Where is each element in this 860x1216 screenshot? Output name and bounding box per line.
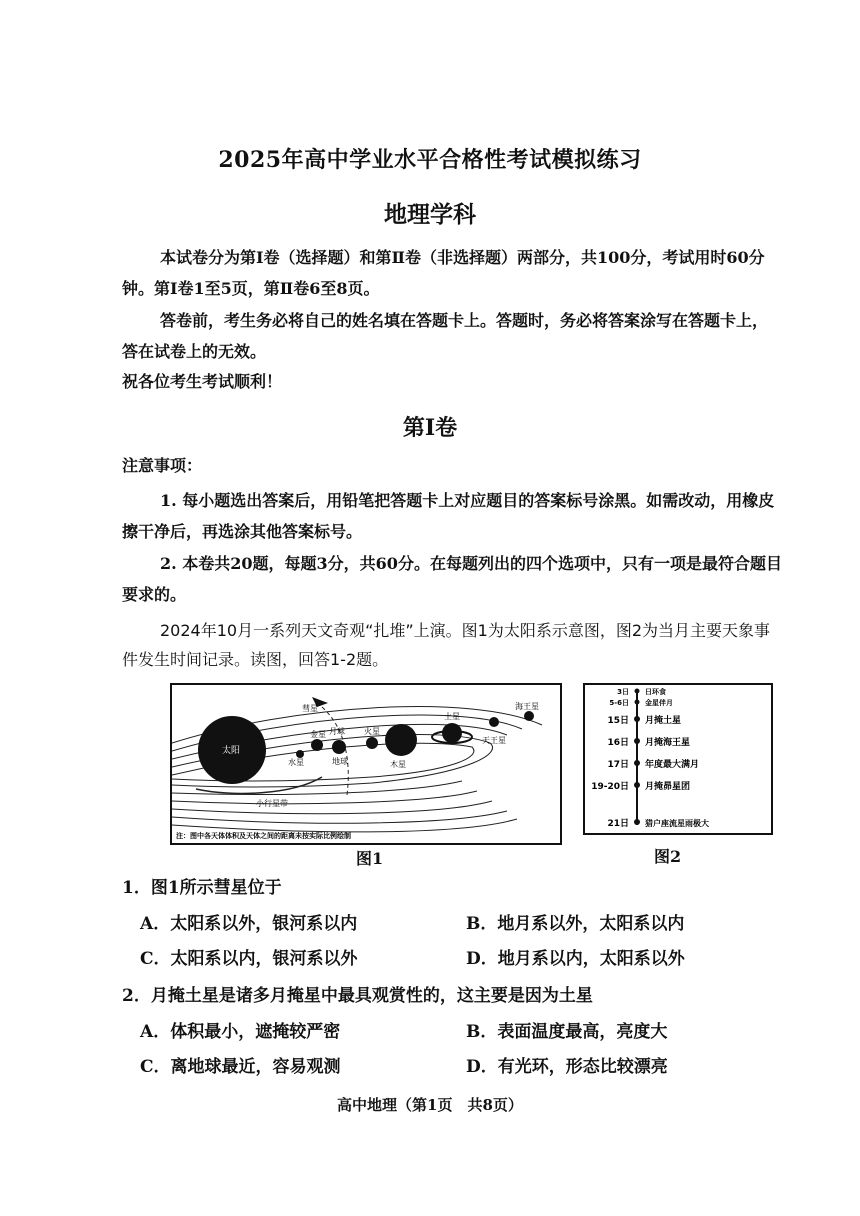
uranus-shape — [489, 717, 499, 727]
event-date: 16日 — [607, 738, 629, 748]
event-timeline-diagram — [585, 685, 771, 833]
mercury-label: 水星 — [288, 758, 304, 767]
event-name: 金星伴月 — [645, 699, 673, 707]
sun-label: 太阳 — [222, 746, 241, 756]
question-1-option-d: D．地月系以内，太阳系以外 — [466, 949, 685, 969]
earth-shape — [332, 740, 346, 754]
question-1-stem: 1．图1所示彗星位于 — [122, 878, 282, 898]
jupiter-label: 木星 — [390, 760, 406, 769]
timeline-row — [607, 736, 690, 748]
exam-title: 2025年高中学业水平合格性考试模拟练习 — [218, 147, 642, 173]
event-date: 17日 — [607, 760, 629, 770]
page-footer: 高中地理（第1页 共8页） — [337, 1096, 523, 1114]
event-date: 5-6日 — [609, 699, 629, 707]
asteroid-belt-label: 小行星带 — [256, 799, 288, 808]
neptune-label: 海王星 — [515, 702, 539, 711]
event-name: 月掩海王星 — [645, 738, 691, 748]
notice-heading: 注意事项： — [122, 456, 203, 475]
event-date: 15日 — [607, 716, 629, 726]
question-1-option-a: A．太阳系以外，银河系以内 — [140, 914, 358, 934]
event-name: 月掩昴星团 — [645, 782, 691, 792]
good-luck-text: 祝各位考生考试顺利！ — [122, 372, 283, 391]
timeline-row — [617, 687, 666, 696]
timeline-row — [609, 698, 673, 707]
answer-instructions: 答卷前，考生务必将自己的姓名填在答题卡上。答题时，务必将答案涂写在答题卡上，答在试卷上的无效。 — [122, 311, 769, 361]
uranus-label: 天王星 — [482, 736, 506, 745]
question-context: 2024年10月一系列天文奇观“扎堆”上演。图1为太阳系示意图，图2为当月主要天象事件发生时间记录。读图，回答1-2题。 — [122, 621, 771, 669]
question-2-option-b: B．表面温度最高，亮度大 — [466, 1022, 668, 1042]
event-name: 猎户座流星雨极大 — [645, 819, 709, 828]
saturn-label: 土星 — [444, 712, 460, 721]
figure-1-caption: 图1 — [356, 849, 384, 868]
timeline-row — [591, 780, 690, 792]
notice-item-2: 2. 本卷共20题，每题3分，共60分。在每题列出的四个选项中，只有一项是最符合题目要求的。 — [122, 554, 782, 604]
mars-shape — [366, 737, 378, 749]
question-2-option-c: C．离地球最近，容易观测 — [140, 1057, 341, 1077]
question-1-option-b: B．地月系以外，太阳系以内 — [466, 914, 685, 934]
moon-label: 月球 — [329, 727, 345, 736]
neptune-shape — [524, 711, 534, 721]
timeline-row — [607, 758, 699, 770]
figure-2-timeline — [583, 683, 773, 835]
timeline-row — [607, 714, 681, 726]
solar-system-diagram — [172, 685, 560, 843]
venus-label: 金星 — [310, 730, 326, 739]
section-title: 第Ⅰ卷 — [402, 415, 458, 441]
comet-label: 彗星 — [302, 704, 318, 713]
figure-1-note: 注：图中各天体体积及天体之间的距离未按实际比例绘制 — [176, 832, 351, 840]
earth-label: 地球 — [332, 757, 348, 766]
saturn-shape — [442, 723, 462, 743]
event-date: 19-20日 — [591, 782, 629, 792]
event-name: 日环食 — [645, 688, 666, 696]
event-name: 月掩土星 — [645, 716, 682, 726]
question-2-option-a: A．体积最小，遮掩较严密 — [140, 1022, 341, 1042]
event-date: 21日 — [607, 819, 629, 829]
jupiter-shape — [385, 724, 417, 756]
event-name: 年度最大满月 — [645, 760, 700, 770]
question-2-option-d: D．有光环，形态比较漂亮 — [466, 1057, 668, 1077]
timeline-row — [607, 818, 709, 829]
question-2-stem: 2．月掩土星是诸多月掩星中最具观赏性的，这主要是因为土星 — [122, 986, 593, 1006]
subject-title: 地理学科 — [384, 201, 476, 228]
notice-item-1: 1. 每小题选出答案后，用铅笔把答题卡上对应题目的答案标号涂黑。如需改动，用橡皮擦干净后，再选涂其他答案标号。 — [122, 491, 775, 541]
question-1-option-c: C．太阳系以内，银河系以外 — [140, 949, 358, 969]
intro-paragraph: 本试卷分为第Ⅰ卷（选择题）和第Ⅱ卷（非选择题）两部分，共100分，考试用时60分钟。第Ⅰ卷1至5页，第Ⅱ卷6至8页。 — [122, 248, 765, 298]
mars-label: 火星 — [364, 727, 380, 736]
figure-1-solar-system — [170, 683, 562, 845]
figure-2-caption: 图2 — [654, 847, 682, 866]
event-date: 3日 — [617, 688, 629, 696]
mercury-shape — [296, 750, 304, 758]
venus-shape — [311, 739, 323, 751]
